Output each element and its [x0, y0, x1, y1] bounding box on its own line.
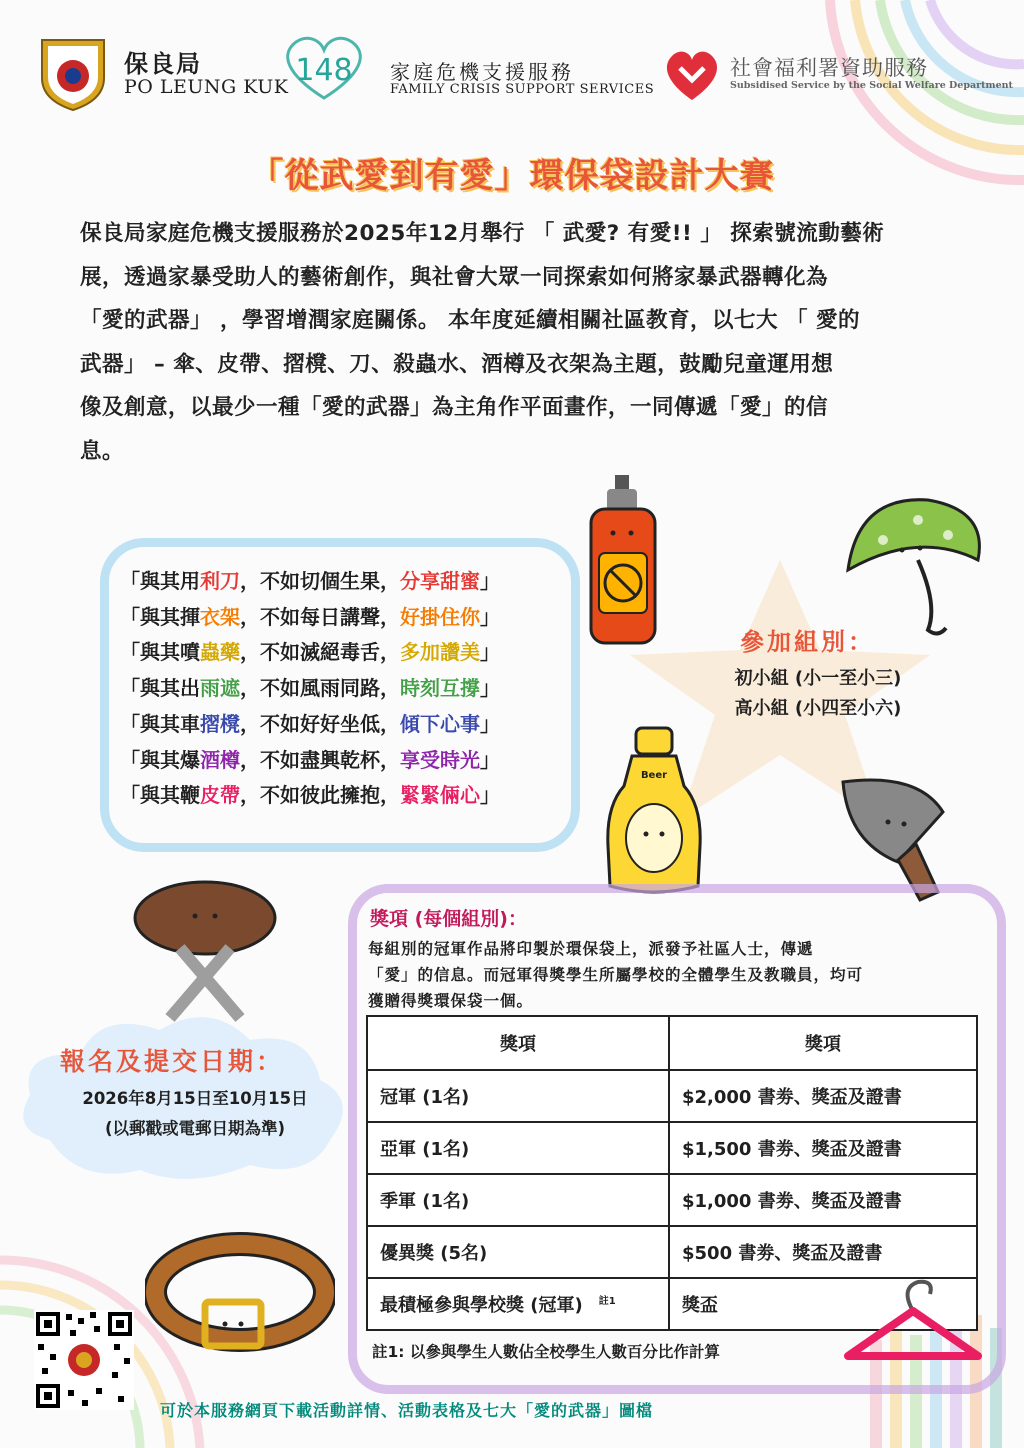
registration-basis: (以郵戳或電郵日期為準) [104, 1119, 286, 1138]
swd-name-zh: 社會福利署資助服務 [730, 56, 928, 80]
slogan-line: 「與其爆酒樽，不如盡興乾杯，享受時光」 [120, 747, 500, 772]
groups-list [700, 664, 936, 724]
footer-download-note: 可於本服務網頁下載活動詳情、活動表格及七大「愛的武器」圖檔 [160, 1401, 654, 1420]
umbrella-icon [838, 490, 988, 640]
swd-name-en: Subsidised Service by the Social Welfare Department [730, 80, 1013, 91]
page-title: 「從武愛到有愛」環保袋設計大賽 [249, 156, 775, 196]
table-row [367, 1174, 977, 1226]
slogan-line: 「與其揮衣架，不如每日講聲，好掛住你」 [120, 604, 500, 629]
intro-line: 保良局家庭危機支援服務於2025年12月舉行 「 武愛? 有愛!! 」 探索號流動藝術 [80, 221, 885, 246]
registration-heading: 報名及提交日期： [60, 1047, 285, 1076]
prize-reward: $1,500 書劵、獎盃及證書 [669, 1122, 977, 1174]
intro-paragraph [80, 212, 960, 473]
prizes-desc-line: 「愛」的信息。而冠軍得獎學生所屬學校的全體學生及教職員，均可 [368, 966, 864, 984]
plk-crest-icon [34, 34, 112, 112]
intro-line: 像及創意，以最少一種「愛的武器」為主角作平面畫作，一同傳遞「愛」的信 [80, 395, 829, 420]
prize-name: 優異獎 (5名) [367, 1226, 669, 1278]
intro-line: 「愛的武器」 ，學習增潤家庭關係。 本年度延續相關社區教育，以七大 「 愛的 [80, 308, 860, 333]
prize-footnote: 註1: 以參與學生人數佔全校學生人數百分比作計算 [372, 1343, 720, 1361]
prize-name: 最積極參與學校獎 (冠軍) [380, 1295, 583, 1316]
hanger-icon [838, 1276, 988, 1376]
slogan-line: 「與其車摺櫈，不如好好坐低，傾下心事」 [120, 711, 500, 736]
group-junior: 初小組 (小一至小三) [734, 668, 902, 689]
prize-name: 亞軍 (1名) [367, 1122, 669, 1174]
swd-heart-icon [662, 46, 722, 102]
heart-148-icon [276, 30, 372, 102]
slogan-line: 「與其鞭皮帶，不如彼此擁抱，緊緊倆心」 [120, 783, 500, 808]
fcss-name-en: FAMILY CRISIS SUPPORT SERVICES [390, 82, 655, 97]
prizes-desc-line: 每組別的冠軍作品將印製於環保袋上，派發予社區人士，傳遞 [368, 940, 814, 958]
table-row [367, 1226, 977, 1278]
knife-icon [838, 772, 948, 902]
prize-name: 冠軍 (1名) [367, 1070, 669, 1122]
intro-line: 展，透過家暴受助人的藝術創作，與社會大眾一同探索如何將家暴武器轉化為 [80, 264, 829, 290]
plk-name-en: PO LEUNG KUK [124, 76, 289, 98]
anniversary-number: 148 [295, 53, 353, 88]
swd-logo [662, 46, 722, 106]
footnote-marker: 註1 [598, 1296, 616, 1307]
table-row [367, 1070, 977, 1122]
groups-heading: 參加組別： [740, 628, 875, 656]
prize-reward: $1,000 書劵、獎盃及證書 [669, 1174, 977, 1226]
intro-line: 息。 [80, 438, 125, 464]
intro-line: 武器」 – 傘、皮帶、摺櫈、刀、殺蟲水、酒樽及衣架為主題，鼓勵兒童運用想 [80, 351, 834, 377]
anniversary-logo [276, 30, 372, 106]
beer-label: Beer [640, 770, 668, 781]
prizes-desc-line: 獲贈得獎環保袋一個。 [368, 992, 534, 1010]
prize-col-header: 獎項 [669, 1016, 977, 1070]
registration-info [40, 1084, 350, 1144]
prizes-heading: 獎項 (每個組別)： [370, 908, 527, 930]
insect-spray-icon [585, 475, 685, 650]
plk-logo [34, 34, 112, 116]
plk-name-zh: 保良局 [124, 50, 202, 78]
fcss-name-zh: 家庭危機支援服務 [390, 60, 574, 84]
slogan-line: 「與其出雨遮，不如風雨同路，時刻互撐」 [120, 676, 500, 701]
slogan-line: 「與其用利刀，不如切個生果，分享甜蜜」 [120, 569, 500, 593]
slogan-list [120, 564, 560, 814]
prize-reward: $2,000 書劵、獎盃及證書 [669, 1070, 977, 1122]
registration-dates: 2026年8月15日至10月15日 [82, 1089, 308, 1108]
group-senior: 高小組 (小四至小六) [734, 698, 902, 719]
prize-reward: $500 書劵、獎盃及證書 [669, 1226, 977, 1278]
prize-name: 季軍 (1名) [367, 1174, 669, 1226]
beer-bottle-icon [592, 726, 712, 896]
prize-name-cell [367, 1278, 669, 1330]
table-row [367, 1122, 977, 1174]
prizes-description [368, 936, 980, 1014]
prize-col-header: 獎項 [367, 1016, 669, 1070]
slogan-line: 「與其噴蟲藥，不如滅絕毒舌，多加讚美」 [120, 640, 500, 665]
qr-code-icon[interactable] [34, 1310, 134, 1410]
belt-icon [145, 1232, 335, 1357]
prize-reward: 獎盃 [669, 1278, 977, 1330]
